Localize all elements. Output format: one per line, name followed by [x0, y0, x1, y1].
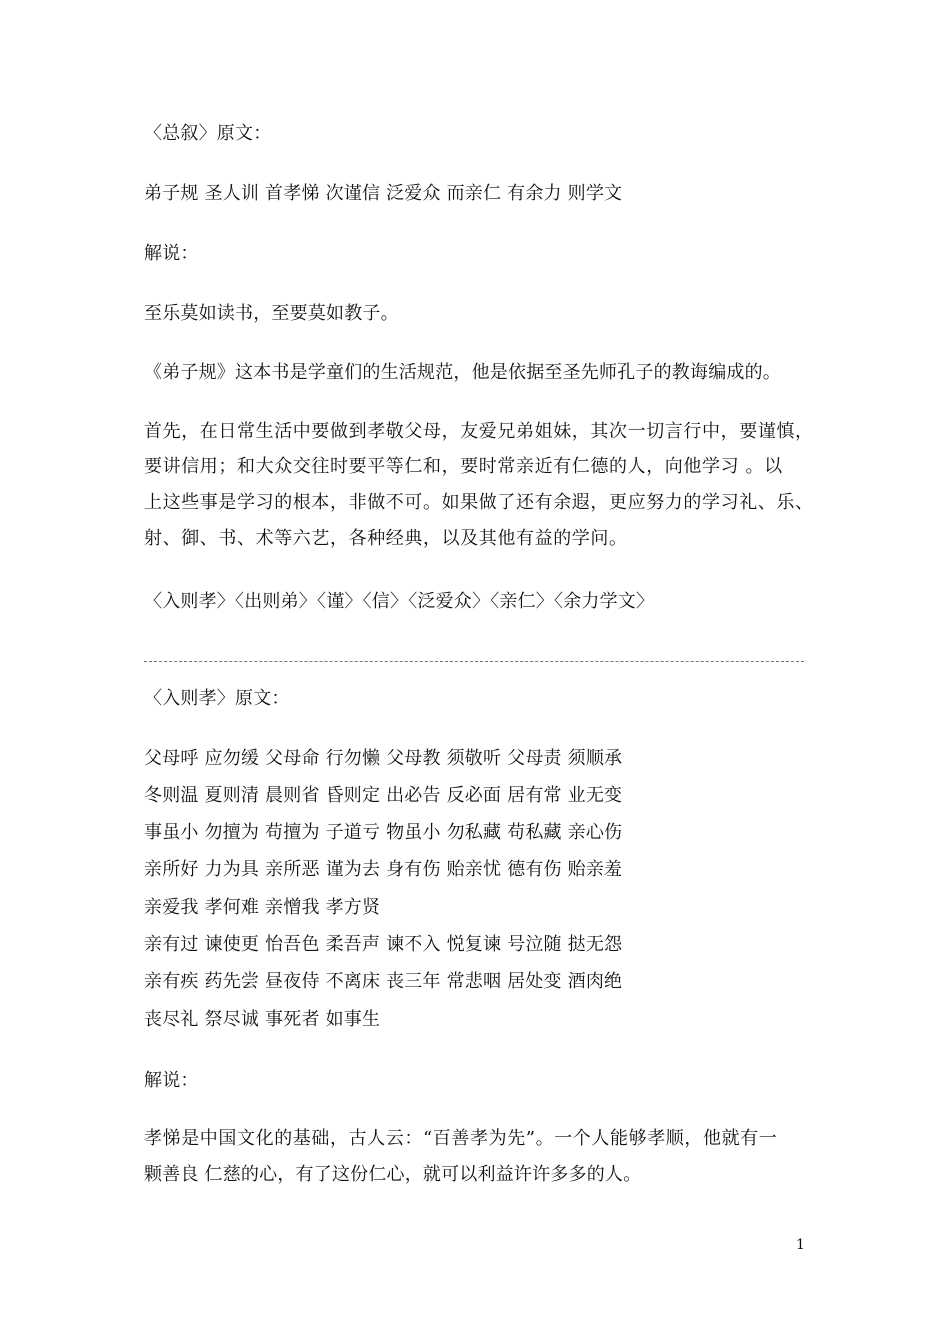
- filial-verse-line: 亲有过 谏使更 怡吾色 柔吾声 谏不入 悦复谏 号泣随 挞无怨: [144, 934, 623, 955]
- summary-explain-line: 至乐莫如读书，至要莫如教子。: [144, 303, 399, 324]
- summary-verse: 弟子规 圣人训 首孝悌 次谨信 泛爱众 而亲仁 有余力 则学文: [144, 183, 623, 204]
- filial-verse-line: 丧尽礼 祭尽诚 事死者 如事生: [144, 1009, 381, 1030]
- summary-explain-line: 首先，在日常生活中要做到孝敬父母，友爱兄弟姐妹，其次一切言行中，要谨慎，: [144, 421, 814, 442]
- filial-verse-line: 亲爱我 孝何难 亲憎我 孝方贤: [144, 897, 381, 918]
- filial-heading: 〈入则孝〉原文：: [144, 688, 290, 709]
- section-divider: [144, 661, 804, 662]
- filial-explain-line: 颗善良 仁慈的心，有了这份仁心，就可以利益许许多多的人。: [144, 1164, 642, 1185]
- filial-verse-line: 亲所好 力为具 亲所恶 谨为去 身有伤 贻亲忧 德有伤 贻亲羞: [144, 859, 623, 880]
- filial-verse-line: 冬则温 夏则清 晨则省 昏则定 出必告 反必面 居有常 业无变: [144, 785, 623, 806]
- filial-verse-line: 父母呼 应勿缓 父母命 行勿懒 父母教 须敬听 父母责 须顺承: [144, 748, 623, 769]
- summary-explain-label: 解说：: [144, 243, 199, 264]
- filial-verse-line: 亲有疾 药先尝 昼夜侍 不离床 丧三年 常悲咽 居处变 酒肉绝: [144, 971, 623, 992]
- page-number: 1: [796, 1237, 805, 1253]
- summary-explain-line: 上这些事是学习的根本，非做不可。如果做了还有余遐，更应努力的学习礼、乐、: [144, 492, 814, 513]
- filial-verse-line: 事虽小 勿擅为 苟擅为 子道亏 物虽小 勿私藏 苟私藏 亲心伤: [144, 822, 623, 843]
- filial-explain-label: 解说：: [144, 1070, 199, 1091]
- summary-explain-line: 射、御、书、术等六艺，各种经典，以及其他有益的学问。: [144, 528, 628, 549]
- filial-explain-line: 孝悌是中国文化的基础，古人云：“百善孝为先”。一个人能够孝顺，他就有一: [144, 1128, 778, 1149]
- summary-heading: 〈总叙〉原文：: [144, 123, 272, 144]
- sections-nav: 〈入则孝〉〈出则弟〉〈谨〉〈信〉〈泛爱众〉〈亲仁〉〈余力学文〉: [144, 591, 655, 612]
- summary-explain-line: 《弟子规》这本书是学童们的生活规范，他是依据至圣先师孔子的教诲编成的。: [144, 362, 781, 383]
- summary-explain-line: 要讲信用；和大众交往时要平等仁和，要时常亲近有仁德的人，向他学习 。以: [144, 456, 783, 477]
